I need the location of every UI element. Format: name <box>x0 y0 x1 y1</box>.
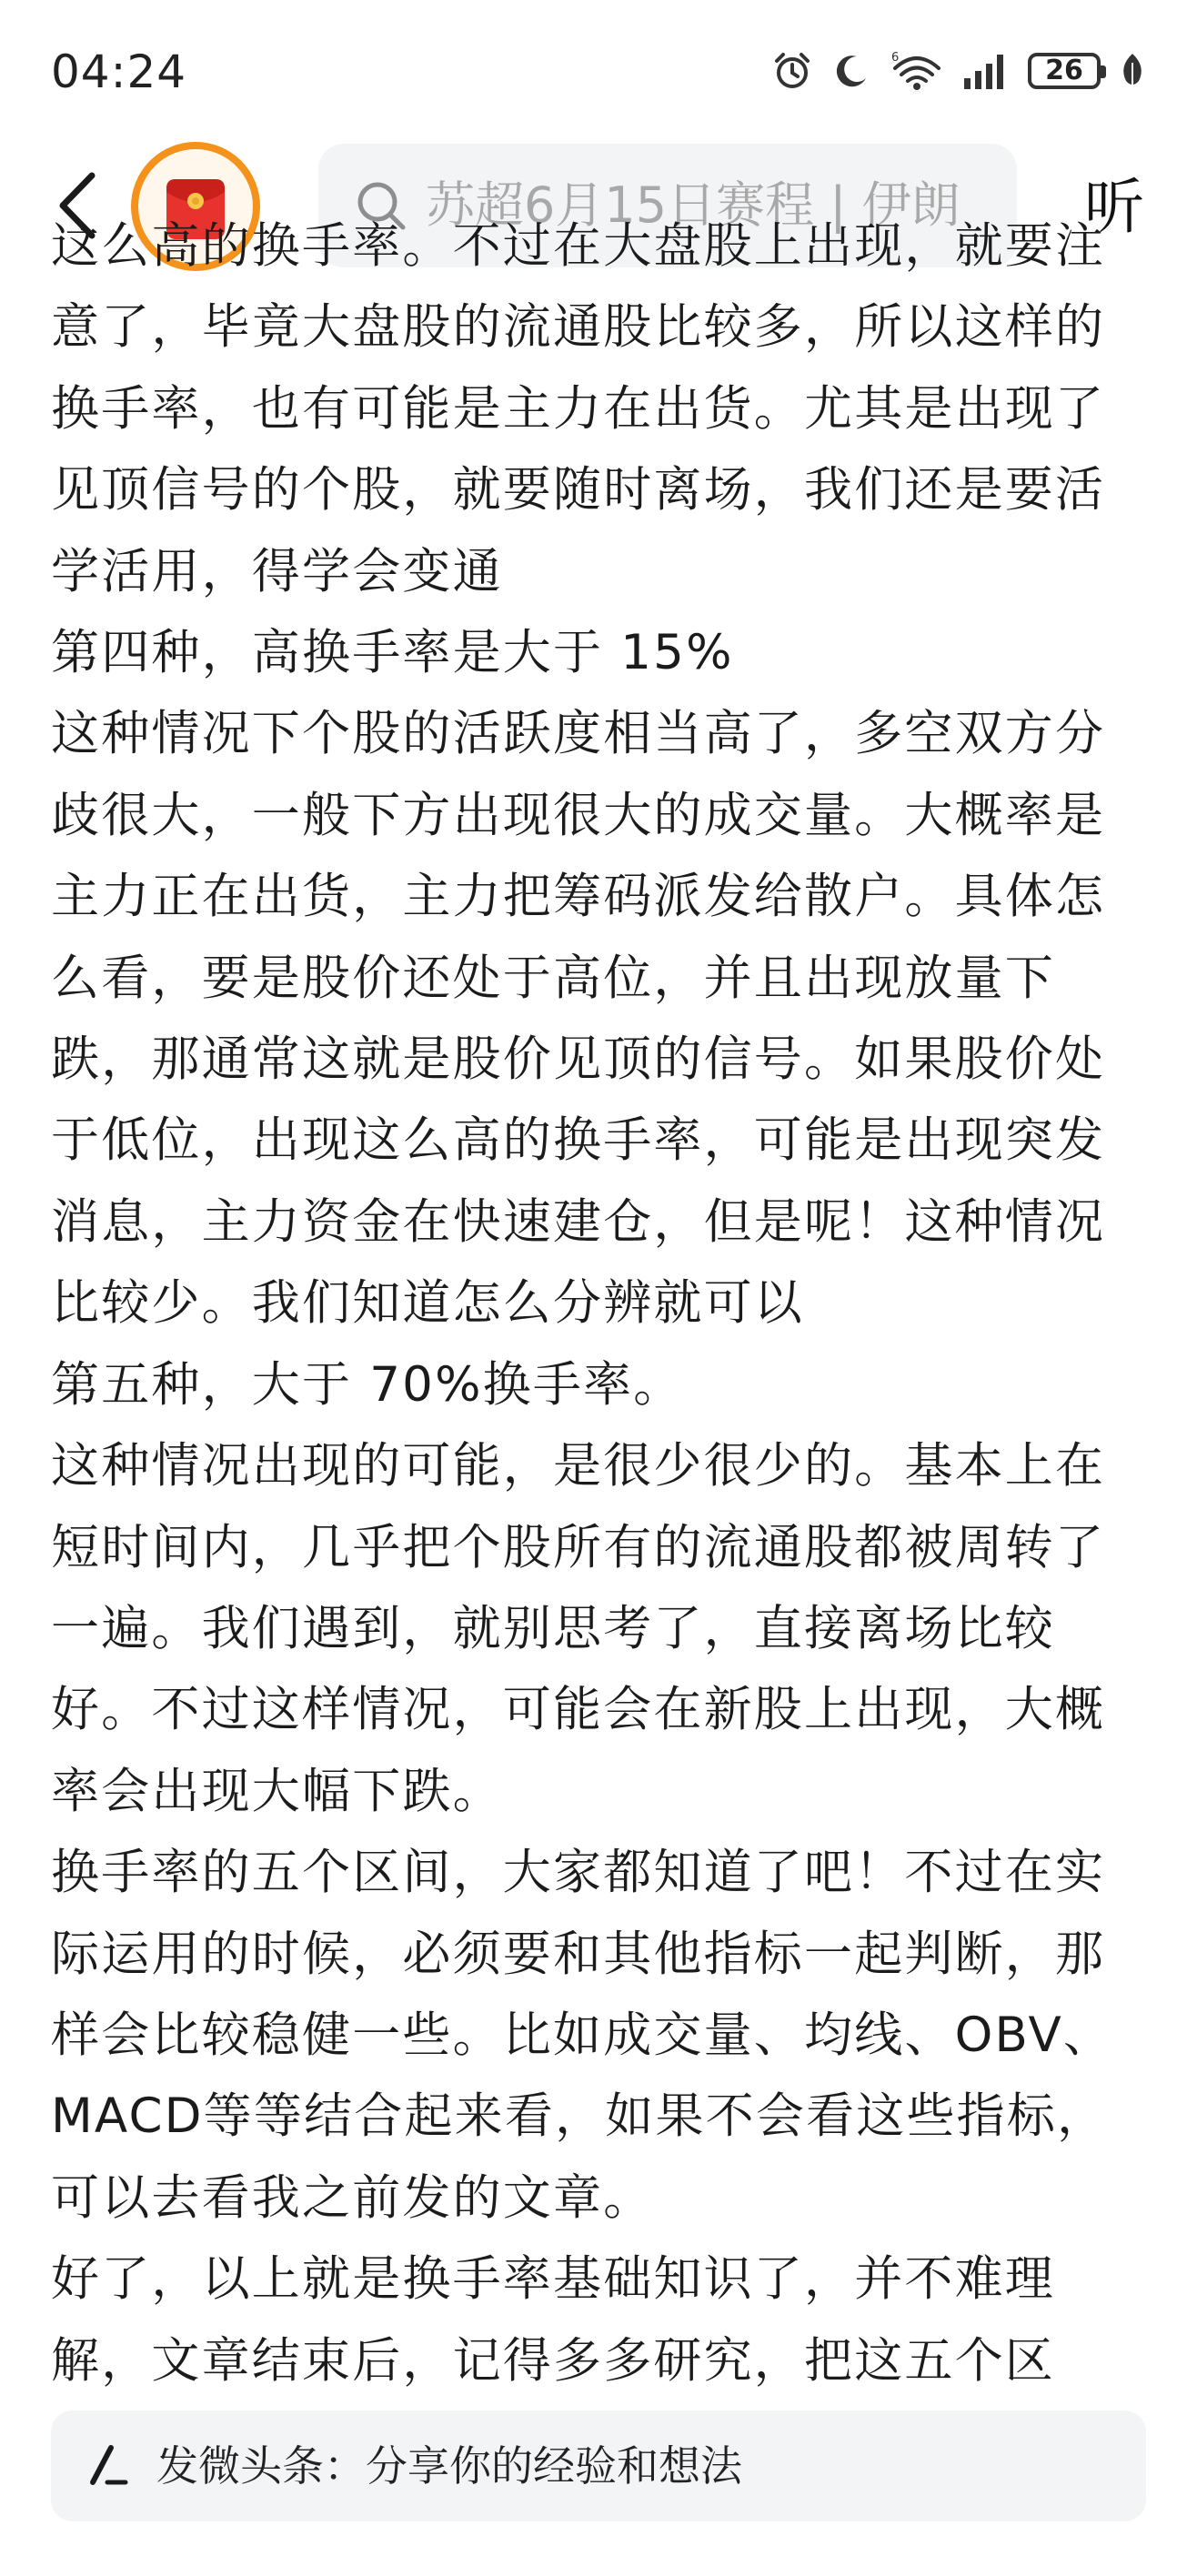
svg-text:6: 6 <box>891 51 900 65</box>
article-paragraph: 这种情况下个股的活跃度相当高了，多空双方分歧很大，一般下方出现很大的成交量。大概率是主力正在出货，主力把筹码派发给散户。具体怎么看，要是股价还处于高位，并且出现放量下跌，那通常这就是股价见顶的信号。如果股价处于低位，出现这么高的换手率，可能是出现突发消息，主力资金在快速建仓，但是呢！这种情况比较少。我们知道怎么分辨就可以 <box>51 706 1106 1332</box>
moon-icon <box>831 51 871 91</box>
status-time: 04:24 <box>51 45 187 98</box>
signal-icon <box>962 53 1010 89</box>
bottom-bar <box>0 2392 1197 2576</box>
alarm-icon <box>771 50 813 92</box>
status-bar <box>0 0 1197 136</box>
article-paragraph: 这么高的换手率。不过在大盘股上出现，就要注意了，毕竟大盘股的流通股比较多，所以这样的换手率，也有可能是主力在出货。尤其是出现了见顶信号的个股，就要随时离场，我们还是要活学活用，得学会变通 <box>51 218 1106 599</box>
leaf-icon <box>1119 52 1146 90</box>
listen-button[interactable]: 听 <box>1084 172 1144 242</box>
wifi-6-icon <box>890 50 944 92</box>
article-paragraph: 这种情况出现的可能，是很少很少的。基本上在短时间内，几乎把个股所有的流通股都被周转了一遍。我们遇到，就别思考了，直接离场比较好。不过这样情况，可能会在新股上出现，大概率会出现大幅下跌。 <box>51 1438 1106 1819</box>
article-paragraph: 换手率的五个区间，大家都知道了吧！不过在实际运用的时候，必须要和其他指标一起判断，那样会比较稳健一些。比如成交量、均线、OBV、MACD等等结合起来看，如果不会看这些指标，可以去看我之前发的文章。 <box>51 1845 1114 2226</box>
battery-icon <box>1028 53 1101 89</box>
status-icons <box>771 45 1146 96</box>
article-paragraph: 第四种，高换手率是大于 15% <box>51 625 734 681</box>
article-paragraph: 好了，以上就是换手率基础知识了，并不难理解，文章结束后，记得多多研究，把这五个区 <box>51 2251 1055 2389</box>
pen-icon <box>84 2442 131 2490</box>
battery-level: 26 <box>1045 55 1083 86</box>
article-paragraph: 第五种，大于 70%换手率。 <box>51 1356 684 1413</box>
comment-input-bar[interactable] <box>51 2410 1146 2521</box>
article-text <box>51 206 1152 2401</box>
article-body <box>0 218 1197 2392</box>
comment-prompt: 发微头条：分享你的经验和想法 <box>156 2441 742 2490</box>
